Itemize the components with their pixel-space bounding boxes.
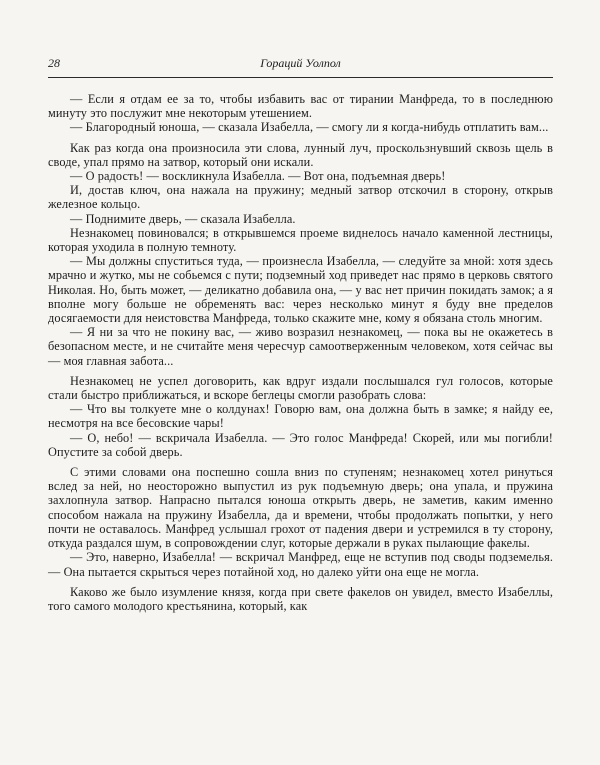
paragraph: — Я ни за что не покину вас, — живо возразил незнакомец, — пока вы не окажетесь в безопасном месте, и не считайте меня чересчур самоотверженным человеком, хотя сейчас вы — моя главная забота... xyxy=(48,325,553,368)
running-title: Гораций Уолпол xyxy=(260,56,341,70)
paragraph: И, достав ключ, она нажала на пружину; медный затвор отскочил в сторону, открыв железное кольцо. xyxy=(48,183,553,212)
text-body xyxy=(48,92,553,613)
paragraph: — Если я отдам ее за то, чтобы избавить вас от тирании Манфреда, то в последнюю минуту это послужит мне некоторым утешением. xyxy=(48,92,553,121)
paragraph: — Что вы толкуете мне о колдунах! Говорю вам, она должна быть в замке; я найду ее, несмотря на все бесовские чары! xyxy=(48,402,553,431)
paragraph: — Благородный юноша, — сказала Изабелла, — смогу ли я когда-нибудь отплатить вам... xyxy=(70,120,549,135)
header-rule xyxy=(48,77,553,78)
paragraph: — О, небо! — вскричала Изабелла. — Это голос Манфреда! Скорей, или мы погибли! Опустите за собой дверь. xyxy=(48,430,553,459)
paragraph: Незнакомец не успел договорить, как вдруг издали послышался гул голосов, которые стали быстро приближаться, и вскоре беглецы смогли разобрать слова: xyxy=(48,373,553,403)
page-number: 28 xyxy=(48,56,60,70)
paragraph: — О радость! — воскликнула Изабелла. — Вот она, подъемная дверь! xyxy=(70,169,446,184)
paragraph: — Поднимите дверь, — сказала Изабелла. xyxy=(70,211,296,226)
paragraph: — Это, наверно, Изабелла! — вскричал Манфред, еще не вступив под своды подземелья. — Она пытается скрыться через потайной ход, но далеко уйти она еще не могла. xyxy=(48,550,553,579)
page-header xyxy=(48,56,553,71)
paragraph: Как раз когда она произносила эти слова, лунный луч, проскользнувший сквозь щель в своде, упал прямо на затвор, который они искали. xyxy=(48,140,553,169)
paragraph: С этими словами она поспешно сошла вниз по ступеням; незнакомец хотел ринуться вслед за ней, но неосторожно выпустил из рук подъемную дверь; она упала, и пружина захлопнула затвор. Напрасно пытался юноша открыть дверь, не заметив, каким именно способом нажала на пружину Изабелла, да и времени, чтобы продолжать попытки, у него почти не оставалось. Манфред услышал грохот от падения двери и устремился в ту сторону, откуда раздался шум, в сопровождении слуг, которые держали в руках пылающие факелы. xyxy=(48,465,553,551)
paragraph: — Мы должны спуститься туда, — произнесла Изабелла, — следуйте за мной: хотя здесь мрачно и жутко, мы не собьемся с пути; подземный ход приведет нас прямо в церковь святого Николая. Но, быть может, — деликатно добавила она, — у вас нет причин покидать замок; а я вполне могу больше не обременять вас: через несколько минут я буду вне пределов досягаемости для неистовства Манфреда, только скажите мне, кому я обязана столь многим. xyxy=(48,254,553,326)
paragraph: Незнакомец повиновался; в открывшемся проеме виднелось начало каменной лестницы, которая уходила в полную темноту. xyxy=(48,225,553,255)
paragraph: Каково же было изумление князя, когда при свете факелов он увидел, вместо Изабеллы, того самого молодого крестьянина, который, как xyxy=(48,584,553,613)
